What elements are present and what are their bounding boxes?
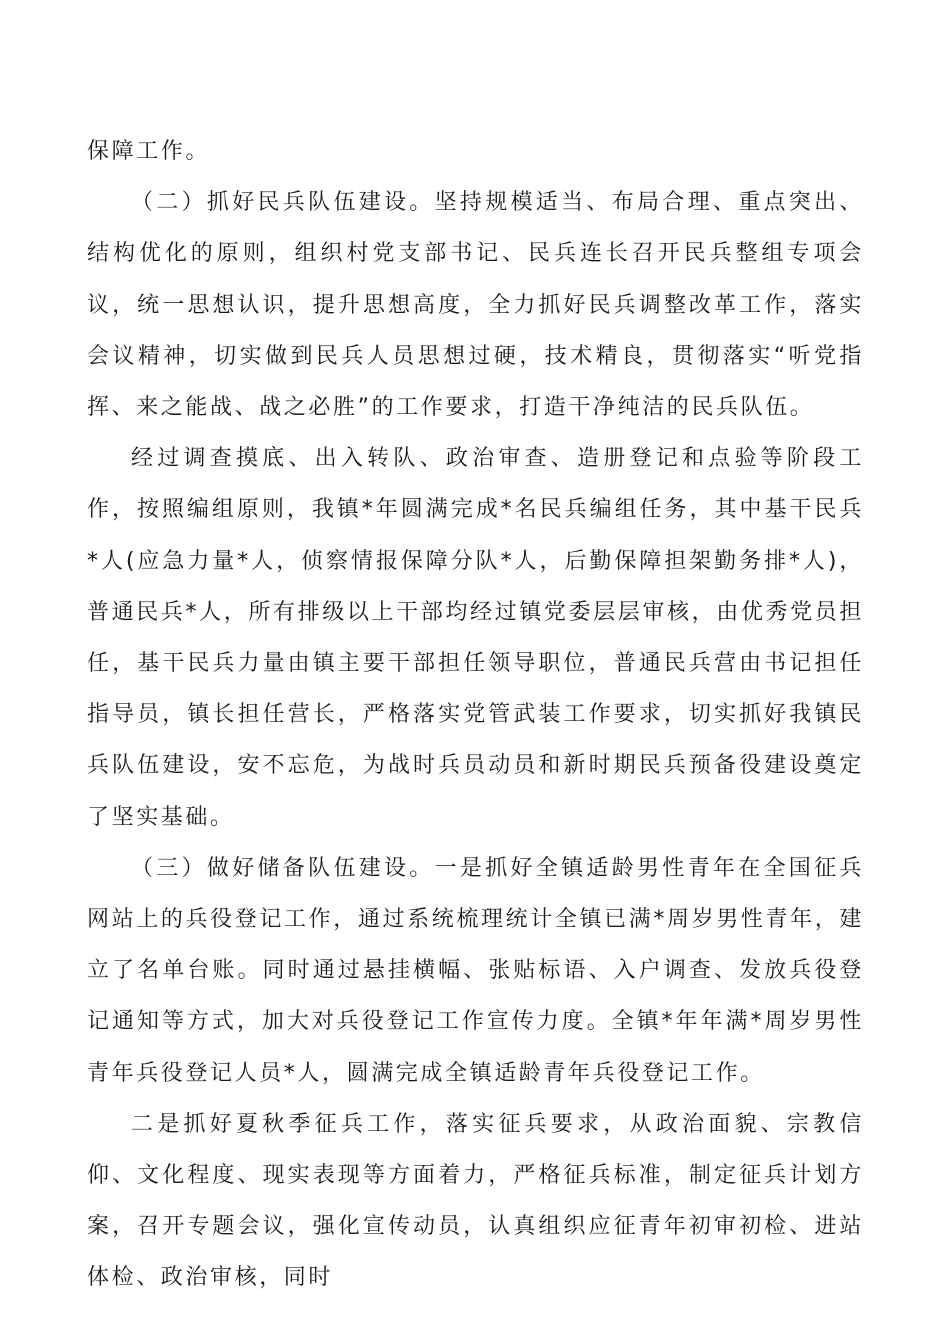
paragraph-militia-organization: 经过调查摸底、出入转队、政治审查、造册登记和点验等阶段工作，按照编组原则，我镇*年圆满完成*名民兵编组任务，其中基干民兵*人(应急力量*人，侦察情报保障分队*人，后勤保障担架勤务排*人)，普通民兵*人，所有排级以上干部均经过镇党委层层审核，由优秀党员担任，基干民兵力量由镇主要干部担任领导职位，普通民兵营由书记担任指导员，镇长担任营长，严格落实党管武装工作要求，切实抓好我镇民兵队伍建设，安不忘危，为战时兵员动员和新时期民兵预备役建设奠定了坚实基础。 <box>87 446 864 830</box>
paragraph-militia-team-building: （二）抓好民兵队伍建设。坚持规模适当、布局合理、重点突出、结构优化的原则，组织村党支部书记、民兵连长召开民兵整组专项会议，统一思想认识，提升思想高度，全力抓好民兵调整改革工作，落实会议精神，切实做到民兵人员思想过硬，技术精良，贯彻落实“听党指挥、来之能战、战之必胜”的工作要求，打造干净纯洁的民兵队伍。 <box>87 190 864 421</box>
paragraph-reserve-team-building: （三）做好储备队伍建设。一是抓好全镇适龄男性青年在全国征兵网站上的兵役登记工作，通过系统梳理统计全镇已满*周岁男性青年，建立了名单台账。同时通过悬挂横幅、张贴标语、入户调查、发放兵役登记通知等方式，加大对兵役登记工作宣传力度。全镇*年年满*周岁男性青年兵役登记人员*人，圆满完成全镇适龄青年兵役登记工作。 <box>87 855 864 1086</box>
paragraph-continuation: 保障工作。 <box>87 139 211 164</box>
paragraph-conscription-work: 二是抓好夏秋季征兵工作，落实征兵要求，从政治面貌、宗教信仰、文化程度、现实表现等方面着力，严格征兵标准，制定征兵计划方案，召开专题会议，强化宣传动员，认真组织应征青年初审初检、进站体检、政治审核，同时 <box>87 1111 864 1291</box>
